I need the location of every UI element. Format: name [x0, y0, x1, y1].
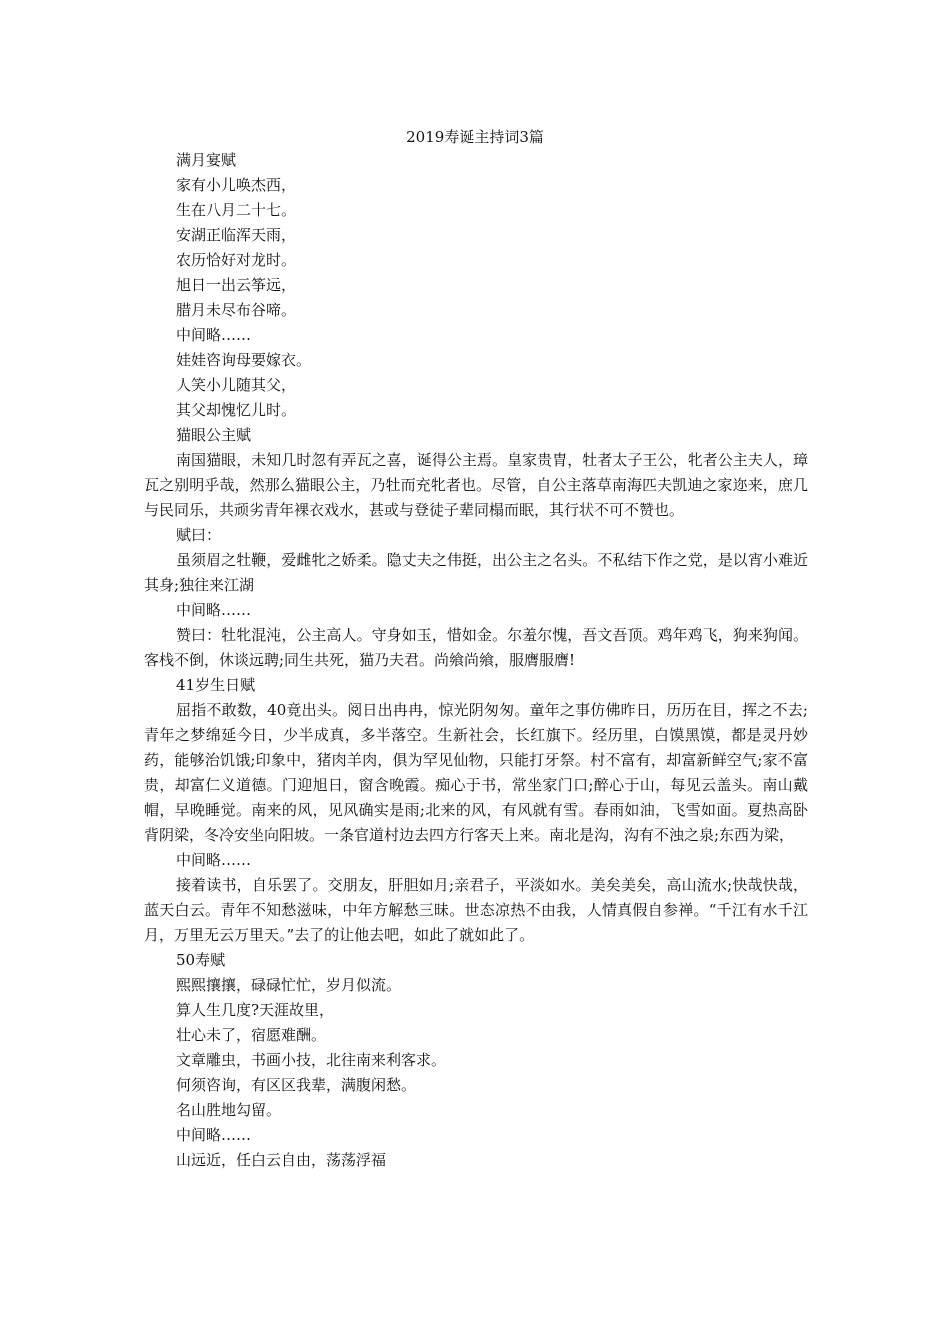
omission-note: 中间略……: [176, 326, 252, 344]
poem-line: 农历恰好对龙时。: [176, 251, 297, 269]
body-paragraph: 虽须眉之牡鞭，爱雌牝之娇柔。隐丈夫之伟挺，出公主之名头。不私结下作之党，是以宵小难近其身;独往来江湖: [144, 551, 808, 594]
section-heading: 满月宴赋: [176, 151, 237, 169]
poem-line: 安湖正临浑天雨，: [176, 226, 297, 244]
document-body: [144, 148, 808, 1173]
omission-note: 中间略……: [176, 601, 252, 619]
section-heading: 41岁生日赋: [176, 676, 256, 694]
poem-line: 家有小儿唤杰西，: [176, 176, 297, 194]
document-title: 2019寿诞主持词3篇: [406, 128, 544, 146]
body-paragraph: 南国猫眼，未知几时忽有弄瓦之喜，诞得公主焉。皇家贵胄，牡者太子王公，牝者公主夫人，璋瓦之别明乎哉，然那么猫眼公主，乃牡而充牝者也。尽管，自公主落草南海匹夫凯迪之家迩来，庶几与民同乐，共顽劣青年裸衣戏水，甚或与登徒子辈同榻而眠，其行状不可不赞也。: [144, 451, 808, 519]
poem-line: 名山胜地勾留。: [176, 1101, 282, 1119]
body-paragraph: 赞曰：牡牝混沌，公主高人。守身如玉，惜如金。尔羞尔愧，吾文吾顶。鸡年鸡飞，狗来狗闻。客栈不倒，休谈远聘;同生共死，猫乃夫君。尚飨尚飨，服膺服膺!: [144, 626, 808, 669]
body-paragraph: 接着读书，自乐罢了。交朋友，肝胆如月;亲君子，平淡如水。美矣美矣，高山流水;快哉快哉，蓝天白云。青年不知愁滋味，中年方解愁三昧。世态凉热不由我，人情真假自参禅。“千江有水千江月，万里无云万里天。”去了的让他去吧，如此了就如此了。: [144, 876, 808, 944]
section-heading: 猫眼公主赋: [176, 426, 252, 444]
poem-line: 旭日一出云筝远，: [176, 276, 297, 294]
poem-line: 生在八月二十七。: [176, 201, 297, 219]
poem-line: 山远近，任白云自由，荡荡浮福: [176, 1151, 387, 1169]
poem-line: 熙熙攘攘，碌碌忙忙，岁月似流。: [176, 976, 402, 994]
poem-line: 文章雕虫，书画小技，北往南来利客求。: [176, 1051, 447, 1069]
poem-line: 其父却愧忆儿时。: [176, 401, 297, 419]
poem-line: 何须咨询，有区区我辈，满腹闲愁。: [176, 1076, 417, 1094]
poem-line: 算人生几度?天涯故里，: [176, 1001, 335, 1019]
omission-note: 中间略……: [176, 851, 252, 869]
body-paragraph: 赋曰：: [176, 526, 222, 544]
poem-line: 壮心未了，宿愿难酬。: [176, 1026, 327, 1044]
section-heading: 50寿赋: [176, 951, 226, 969]
omission-note: 中间略……: [176, 1126, 252, 1144]
poem-line: 腊月未尽布谷啼。: [176, 301, 297, 319]
body-paragraph: 屈指不敢数，40竟出头。阅日出冉冉，惊光阴匆匆。童年之事仿佛昨日，历历在目，挥之不去;青年之梦绵延今日，少半成真，多半落空。生新社会，长红旗下。经历里，白馍黑馍，都是灵丹妙药，能够治饥饿;印象中，猪肉羊肉，俱为罕见仙物，只能打牙祭。村不富有，却富新鲜空气;家不富贵，却富仁义道德。门迎旭日，窗含晚霞。痴心于书，常坐家门口;醉心于山，每见云盖头。南山戴帽，早晚睡觉。南来的风，见风确实是雨;北来的风，有风就有雪。春雨如油，飞雪如面。夏热高卧背阴梁，冬冷安坐向阳坡。一条官道村边去四方行客天上来。南北是沟，沟有不浊之泉;东西为梁，: [144, 701, 808, 844]
poem-line: 人笑小儿随其父，: [176, 376, 297, 394]
poem-line: 娃娃咨询母要嫁衣。: [176, 351, 312, 369]
